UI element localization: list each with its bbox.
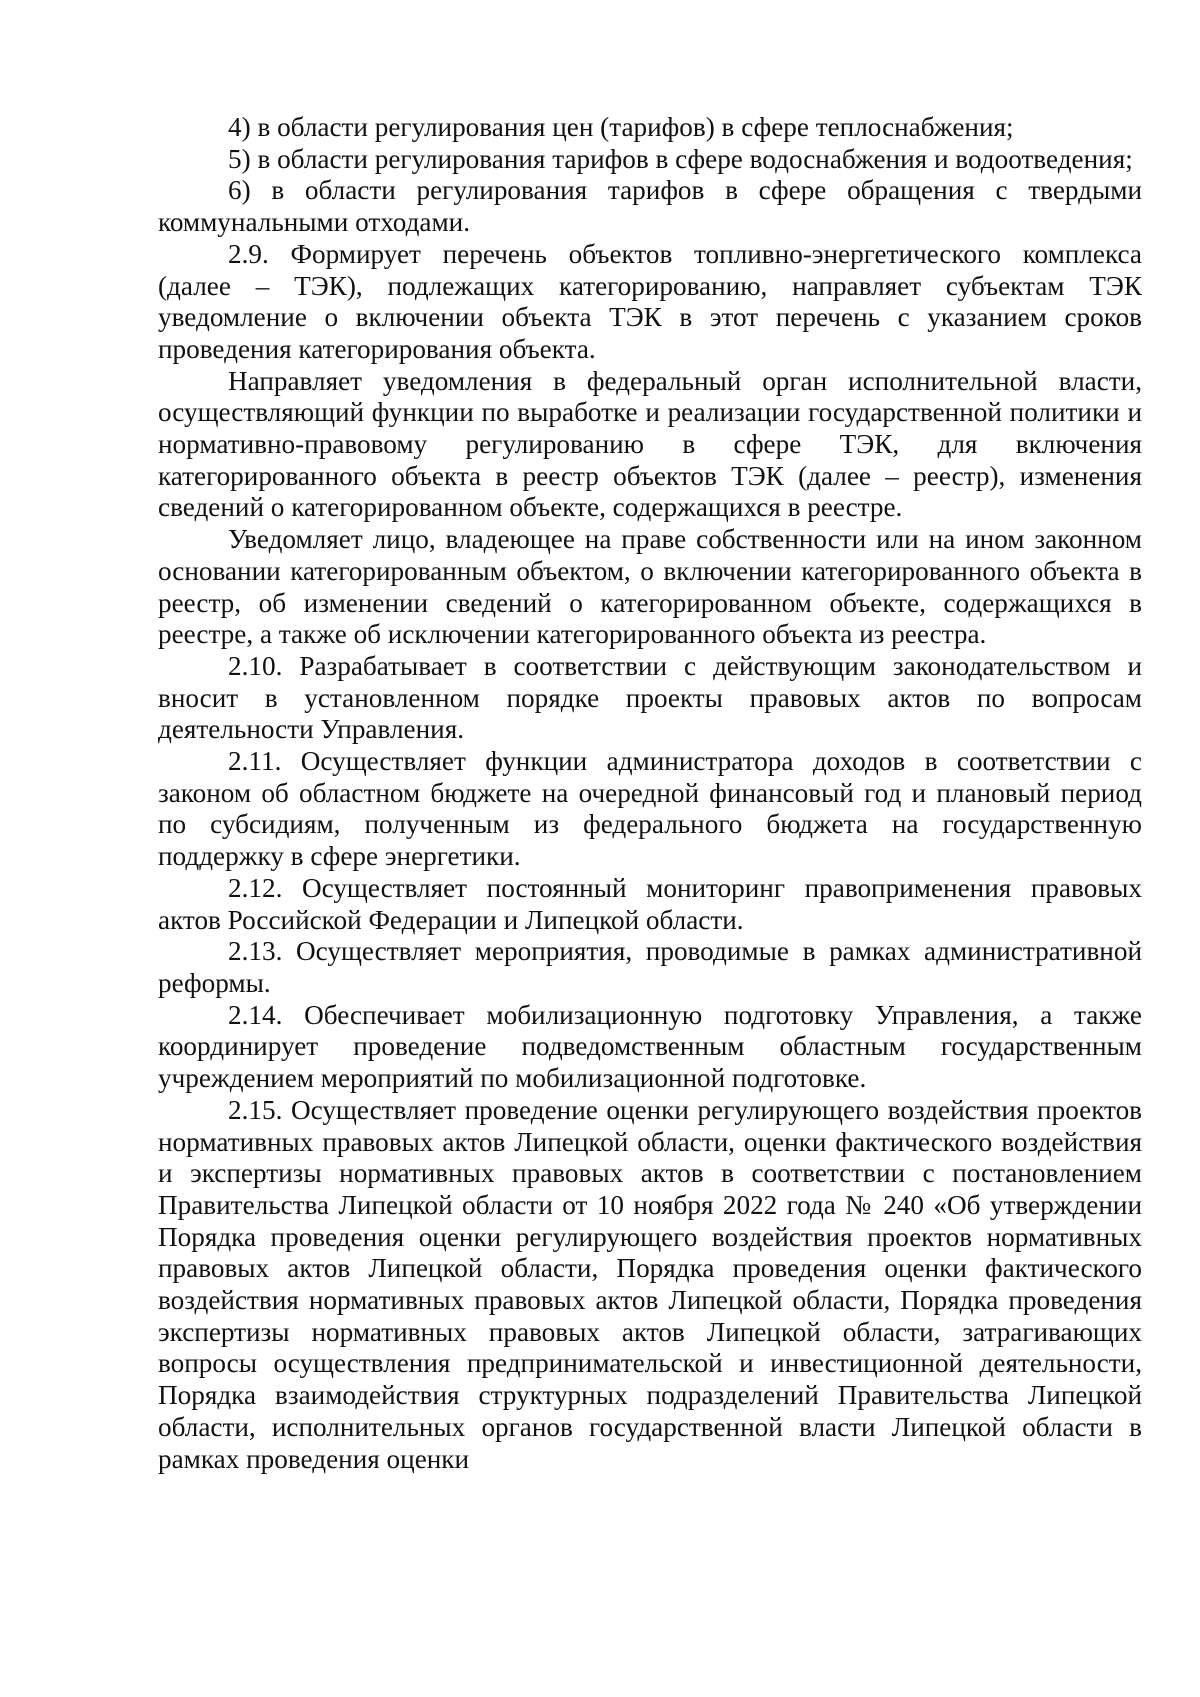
paragraph-4-heat-supply: 4) в области регулирования цен (тарифов) в сфере теплоснабжения; (228, 112, 1014, 142)
document-page (158, 112, 1142, 1475)
paragraph-2-9: 2.9. Формирует перечень объектов топливно-энергетического комплекса (далее – ТЭК), подлежащих категорированию, направляет субъектам ТЭК уведомление о включении объекта ТЭК в этот перечень с указанием сроков проведения категорирования объекта. (158, 238, 1142, 364)
paragraph-6-solid-waste: 6) в области регулирования тарифов в сфере обращения с твердыми коммунальными отходами. (158, 175, 1142, 238)
paragraph-2-15: 2.15. Осуществляет проведение оценки регулирующего воздействия проектов нормативных правовых актов Липецкой области, оценки фактического воздействия и экспертизы нормативных правовых актов в соответствии с постановлением Правительства Липецкой области от 10 ноября 2022 года № 240 «Об утверждении Порядка проведения оценки регулирующего воздействия проектов нормативных правовых актов Липецкой области, Порядка проведения оценки фактического воздействия нормативных правовых актов Липецкой области, Порядка проведения экспертизы нормативных правовых актов Липецкой области, затрагивающих вопросы осуществления предпринимательской и инвестиционной деятельности, Порядка взаимодействия структурных подразделений Правительства Липецкой области, исполнительных органов государственной власти Липецкой области в рамках проведения оценки (158, 1094, 1142, 1474)
paragraph-5-water-supply: 5) в области регулирования тарифов в сфере водоснабжения и водоотведения; (228, 143, 1133, 174)
paragraph-2-13: 2.13. Осуществляет мероприятия, проводимые в рамках административной реформы. (158, 936, 1142, 998)
paragraph-2-10: 2.10. Разрабатывает в соответствии с действующим законодательством и вносит в установленном порядке проекты правовых актов по вопросам деятельности Управления. (158, 650, 1142, 745)
paragraph-notifications-federal: Направляет уведомления в федеральный орган исполнительной власти, осуществляющий функции по выработке и реализации государственной политики и нормативно-правовому регулированию в сфере ТЭК, для включения категорированного объекта в реестр объектов ТЭК (далее – реестр), изменения сведений о категорированном объекте, содержащихся в реестре. (158, 365, 1142, 523)
paragraph-2-11: 2.11. Осуществляет функции администратора доходов в соответствии с законом об областном бюджете на очередной финансовый год и плановый период по субсидиям, полученным из федерального бюджета на государственную поддержку в сфере энергетики. (158, 746, 1142, 872)
paragraph-notifies-owner: Уведомляет лицо, владеющее на праве собственности или на ином законном основании категорированным объектом, о включении категорированного объекта в реестр, об изменении сведений о категорированном объекте, содержащихся в реестре, а также об исключении категорированного объекта из реестра. (158, 524, 1142, 650)
paragraph-2-12: 2.12. Осуществляет постоянный мониторинг правоприменения правовых актов Российской Федерации и Липецкой области. (158, 872, 1142, 935)
paragraph-2-14: 2.14. Обеспечивает мобилизационную подготовку Управления, а также координирует проведение подведомственным областным государственным учреждением мероприятий по мобилизационной подготовке. (158, 999, 1142, 1094)
